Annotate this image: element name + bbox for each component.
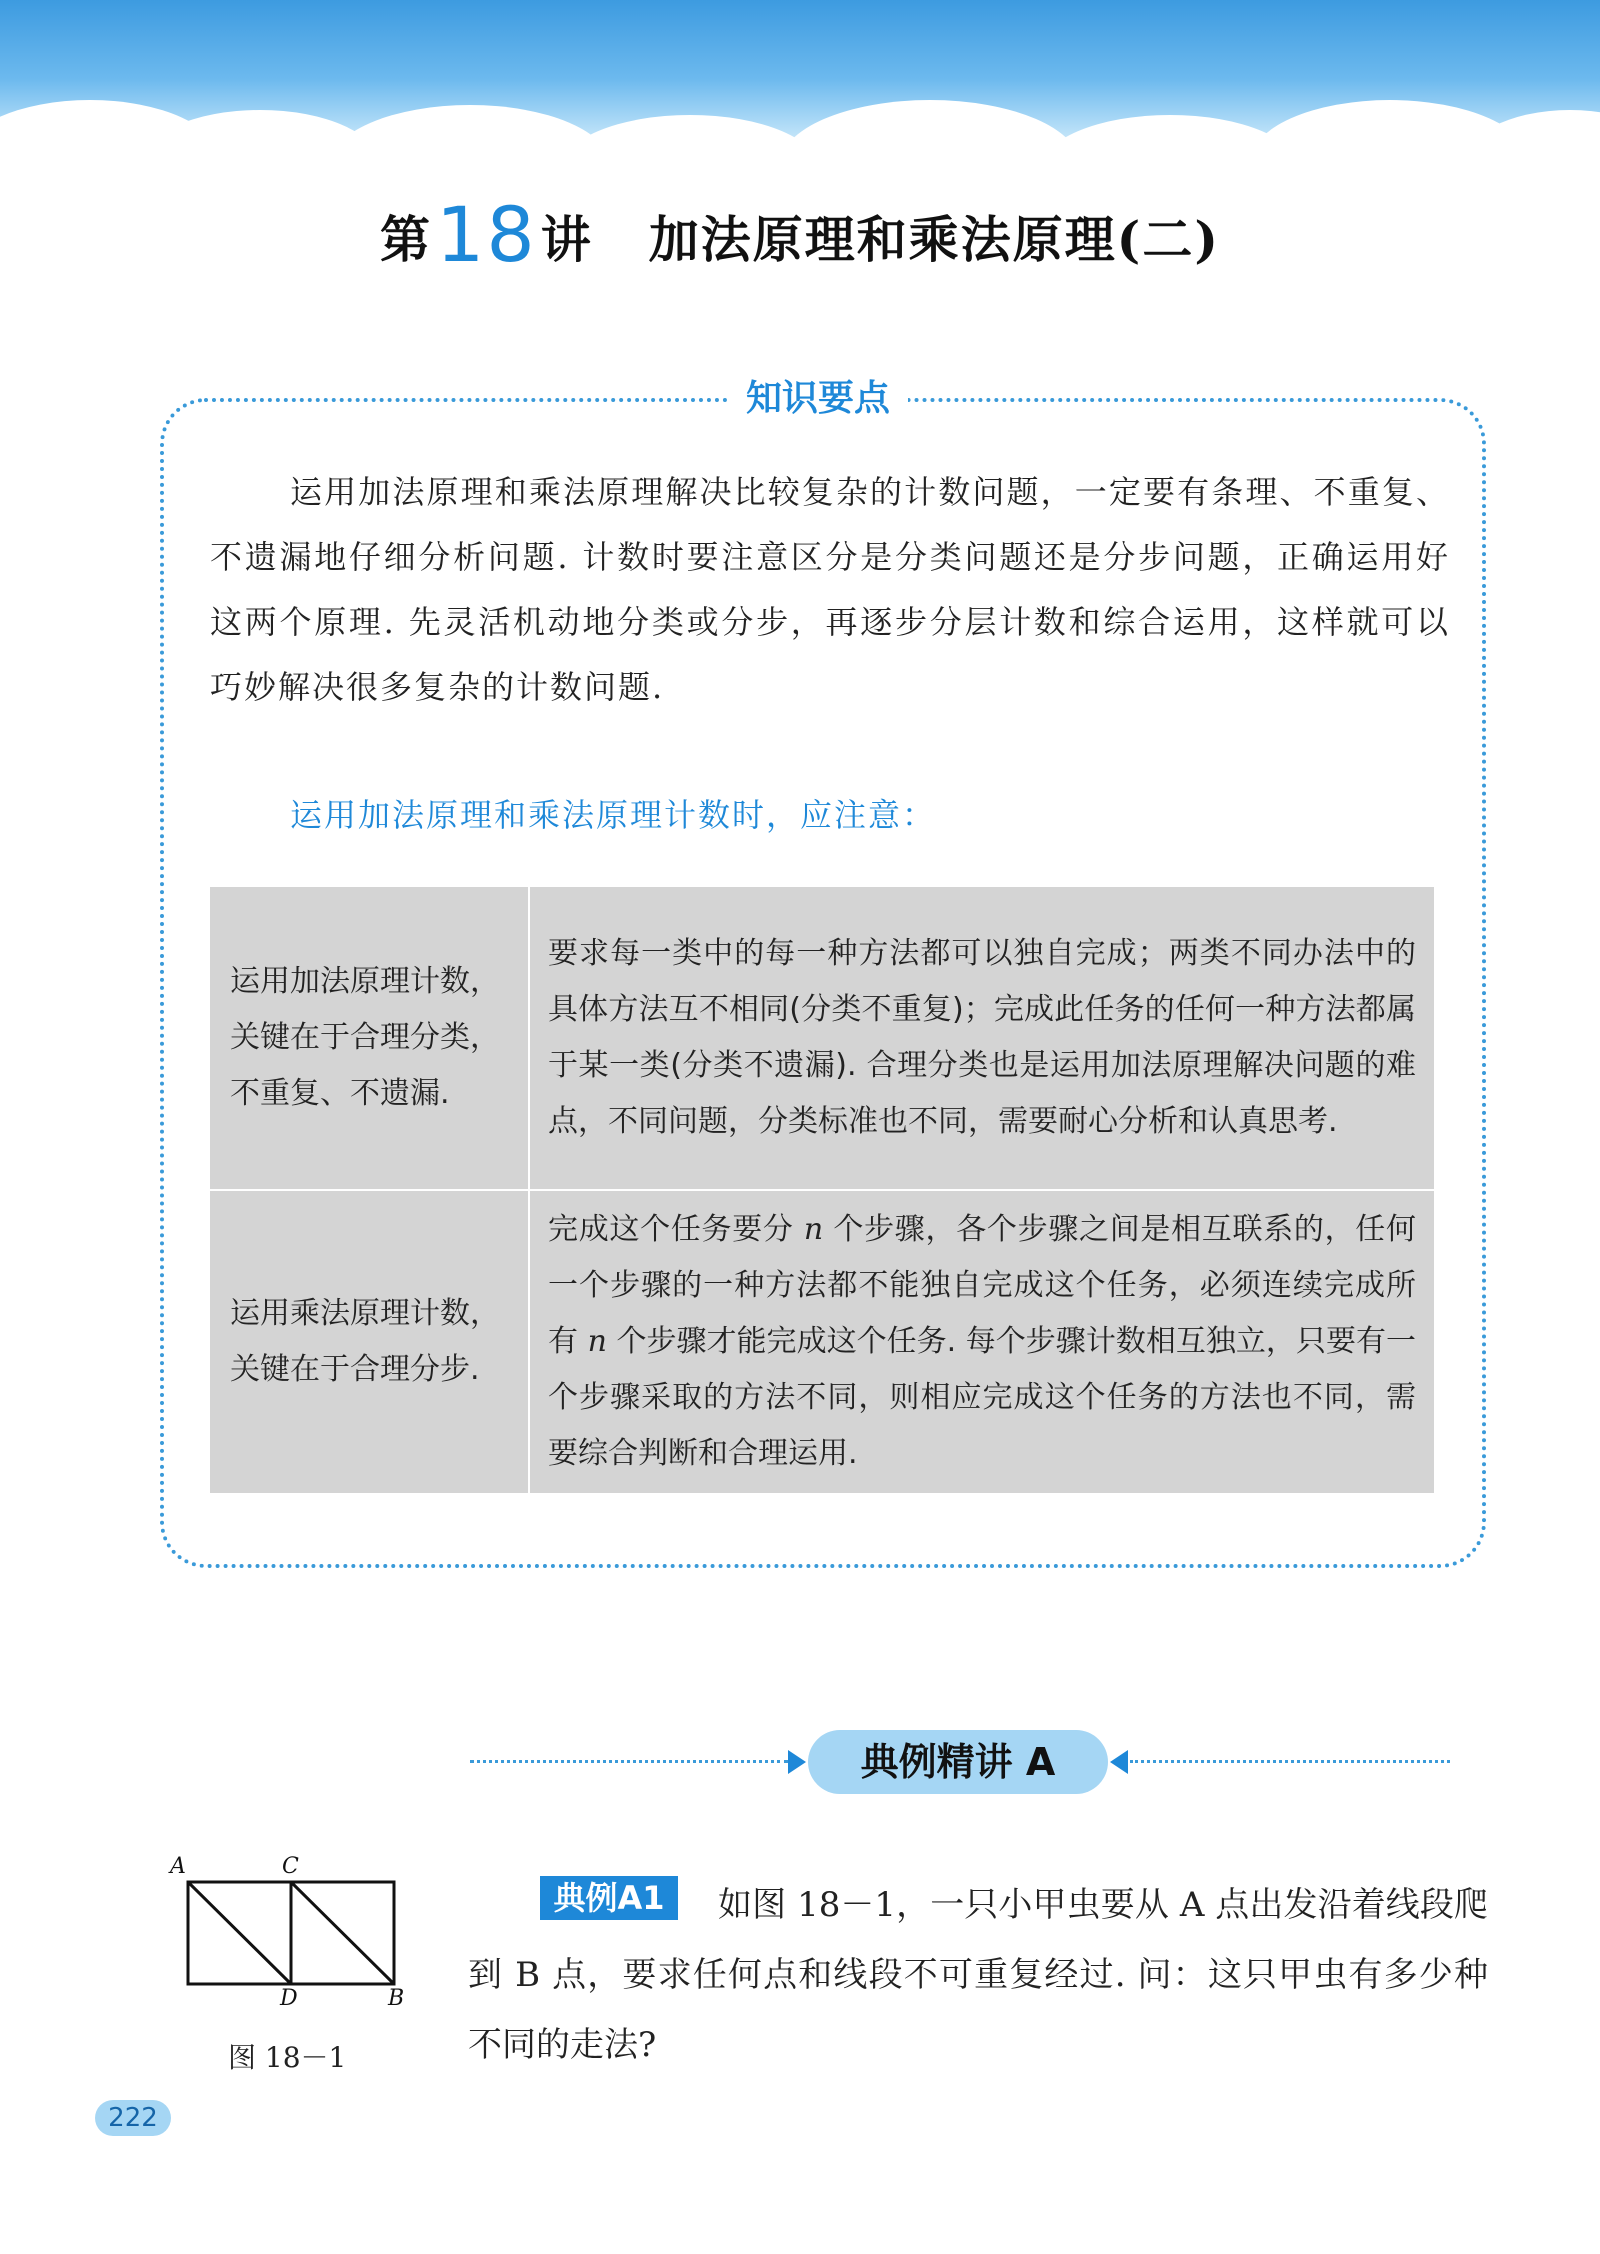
point-label-c: C — [282, 1854, 299, 1879]
rule-addition-summary: 运用加法原理计数，关键在于合理分类，不重复、不遗漏. — [209, 886, 529, 1190]
intro-paragraph: 运用加法原理和乘法原理解决比较复杂的计数问题，一定要有条理、不重复、不遗漏地仔细分析问题. 计数时要注意区分是分类问题还是分步问题，正确运用好这两个原理. 先灵活机动地分类或分步，再逐步分层计数和综合运用，这样就可以巧妙解决很多复杂的计数问题. — [210, 473, 1450, 706]
table-row — [209, 1190, 1435, 1494]
arrow-right-icon — [788, 1750, 806, 1774]
rule-addition-detail: 要求每一类中的每一种方法都可以独自完成；两类不同办法中的具体方法互不相同(分类不重复)；完成此任务的任何一种方法都属于某一类(分类不遗漏). 合理分类也是运用加法原理解决问题的难点，不同问题，分类标准也不同，需要耐心分析和认真思考. — [529, 886, 1435, 1190]
banner-dotted-line-left — [470, 1760, 788, 1763]
lecture-suffix: 讲 — [540, 210, 593, 269]
lecture-topic: 加法原理和乘法原理(二) — [648, 210, 1221, 269]
point-label-b: B — [388, 1986, 405, 2011]
figure-caption: 图 18－1 — [228, 2041, 347, 2074]
point-label-a: A — [170, 1854, 186, 1879]
lecture-number: 18 — [435, 190, 537, 279]
table-row — [209, 886, 1435, 1190]
page-number: 222 — [95, 2100, 171, 2136]
page-title — [0, 190, 1600, 279]
knowledge-heading: 知识要点 — [728, 370, 908, 421]
arrow-left-icon — [1110, 1750, 1128, 1774]
example-text: 如图 18－1，一只小甲虫要从 A 点出发沿着线段爬到 B 点，要求任何点和线段不可重复经过. 问：这只甲虫有多少种不同的走法? — [468, 1885, 1488, 2065]
banner-dotted-line-right — [1130, 1760, 1450, 1763]
lecture-prefix: 第 — [379, 210, 432, 269]
header-clouds — [0, 60, 1600, 190]
section-title: 典例精讲 A — [808, 1730, 1108, 1794]
section-banner — [470, 1730, 1490, 1800]
rule-multiplication-summary: 运用乘法原理计数，关键在于合理分步. — [209, 1190, 529, 1494]
point-label-d: D — [280, 1986, 298, 2011]
example-tag: 典例A1 — [540, 1876, 678, 1920]
rule-multiplication-detail: 完成这个任务要分 n 个步骤，各个步骤之间是相互联系的，任何一个步骤的一种方法都不能独自完成这个任务，必须连续完成所有 n 个步骤才能完成这个任务. 每个步骤计数相互独立，只要有一个步骤采取的方法不同，则相应完成这个任务的方法也不同，需要综合判断和合理运用. — [529, 1190, 1435, 1494]
note-heading: 运用加法原理和乘法原理计数时，应注意： — [290, 796, 937, 834]
grid-diagram — [160, 1860, 420, 2040]
rules-table — [208, 885, 1436, 1495]
